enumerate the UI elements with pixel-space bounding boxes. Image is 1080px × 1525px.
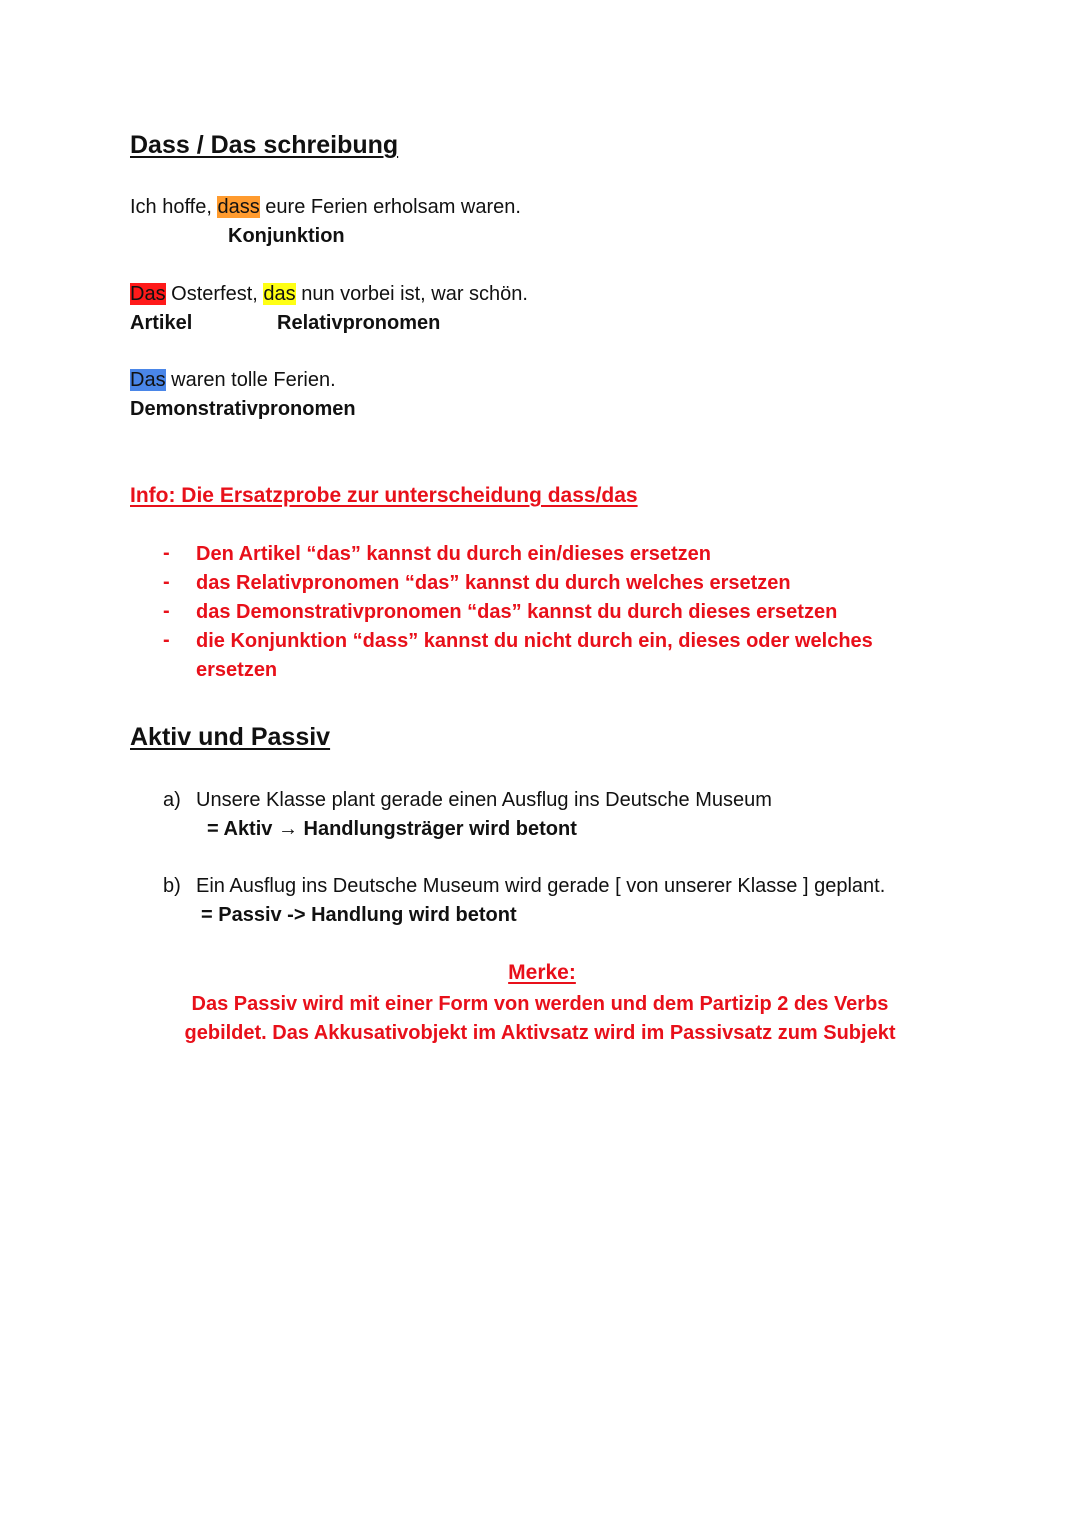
label-artikel: Artikel [130,312,193,334]
section-title-aktiv-passiv: Aktiv und Passiv [130,723,331,751]
list-marker-b: b) [163,875,181,897]
merke-title: Merke: [508,961,576,984]
info-item-3: das Demonstrativpronomen “das” kannst du durch dieses ersetzen [196,601,838,623]
page-title: Dass / Das schreibung [130,131,399,159]
passiv-note: = Passiv -> Handlung wird betont [201,904,517,926]
highlight-dass: dass [217,196,260,218]
label-demonstrativpronomen: Demonstrativpronomen [130,398,356,420]
info-title: Info: Die Ersatzprobe zur unterscheidung dass/das [130,484,638,507]
bullet-dash: - [163,629,170,651]
sentence-prefix: Ich hoffe, [130,196,218,218]
sentence-mid: Osterfest, [165,283,264,305]
aktiv-sentence: Unsere Klasse plant gerade einen Ausflug ins Deutsche Museum [196,789,772,811]
merke-line-1: Das Passiv wird mit einer Form von werden und dem Partizip 2 des Verbs [191,993,889,1015]
example-sentence-3 [130,369,336,392]
bullet-dash: - [163,600,170,622]
passiv-sentence: Ein Ausflug ins Deutsche Museum wird gerade [ von unserer Klasse ] geplant. [196,875,886,897]
label-konjunktion: Konjunktion [228,225,345,247]
info-item-2: das Relativpronomen “das” kannst du durch welches ersetzen [196,572,791,594]
bullet-dash: - [163,571,170,593]
sentence-suffix: nun vorbei ist, war schön. [295,283,528,305]
sentence-suffix: waren tolle Ferien. [165,369,336,391]
list-marker-a: a) [163,789,181,811]
example-sentence-2 [130,283,528,306]
highlight-das-artikel: Das [130,283,166,305]
example-sentence-1 [130,196,521,219]
aktiv-note: = Aktiv → Handlungsträger wird betont [207,818,577,840]
info-item-1: Den Artikel “das” kannst du durch ein/dieses ersetzen [196,543,711,565]
highlight-das-relativ: das [263,283,296,305]
merke-line-2: gebildet. Das Akkusativobjekt im Aktivsatz wird im Passivsatz zum Subjekt [184,1022,896,1044]
sentence-suffix: eure Ferien erholsam waren. [259,196,521,218]
highlight-das-demonstrativ: Das [130,369,166,391]
info-item-4: die Konjunktion “dass” kannst du nicht durch ein, dieses oder welches ersetzen [196,630,873,681]
label-relativpronomen: Relativpronomen [277,312,441,334]
bullet-dash: - [163,542,170,564]
